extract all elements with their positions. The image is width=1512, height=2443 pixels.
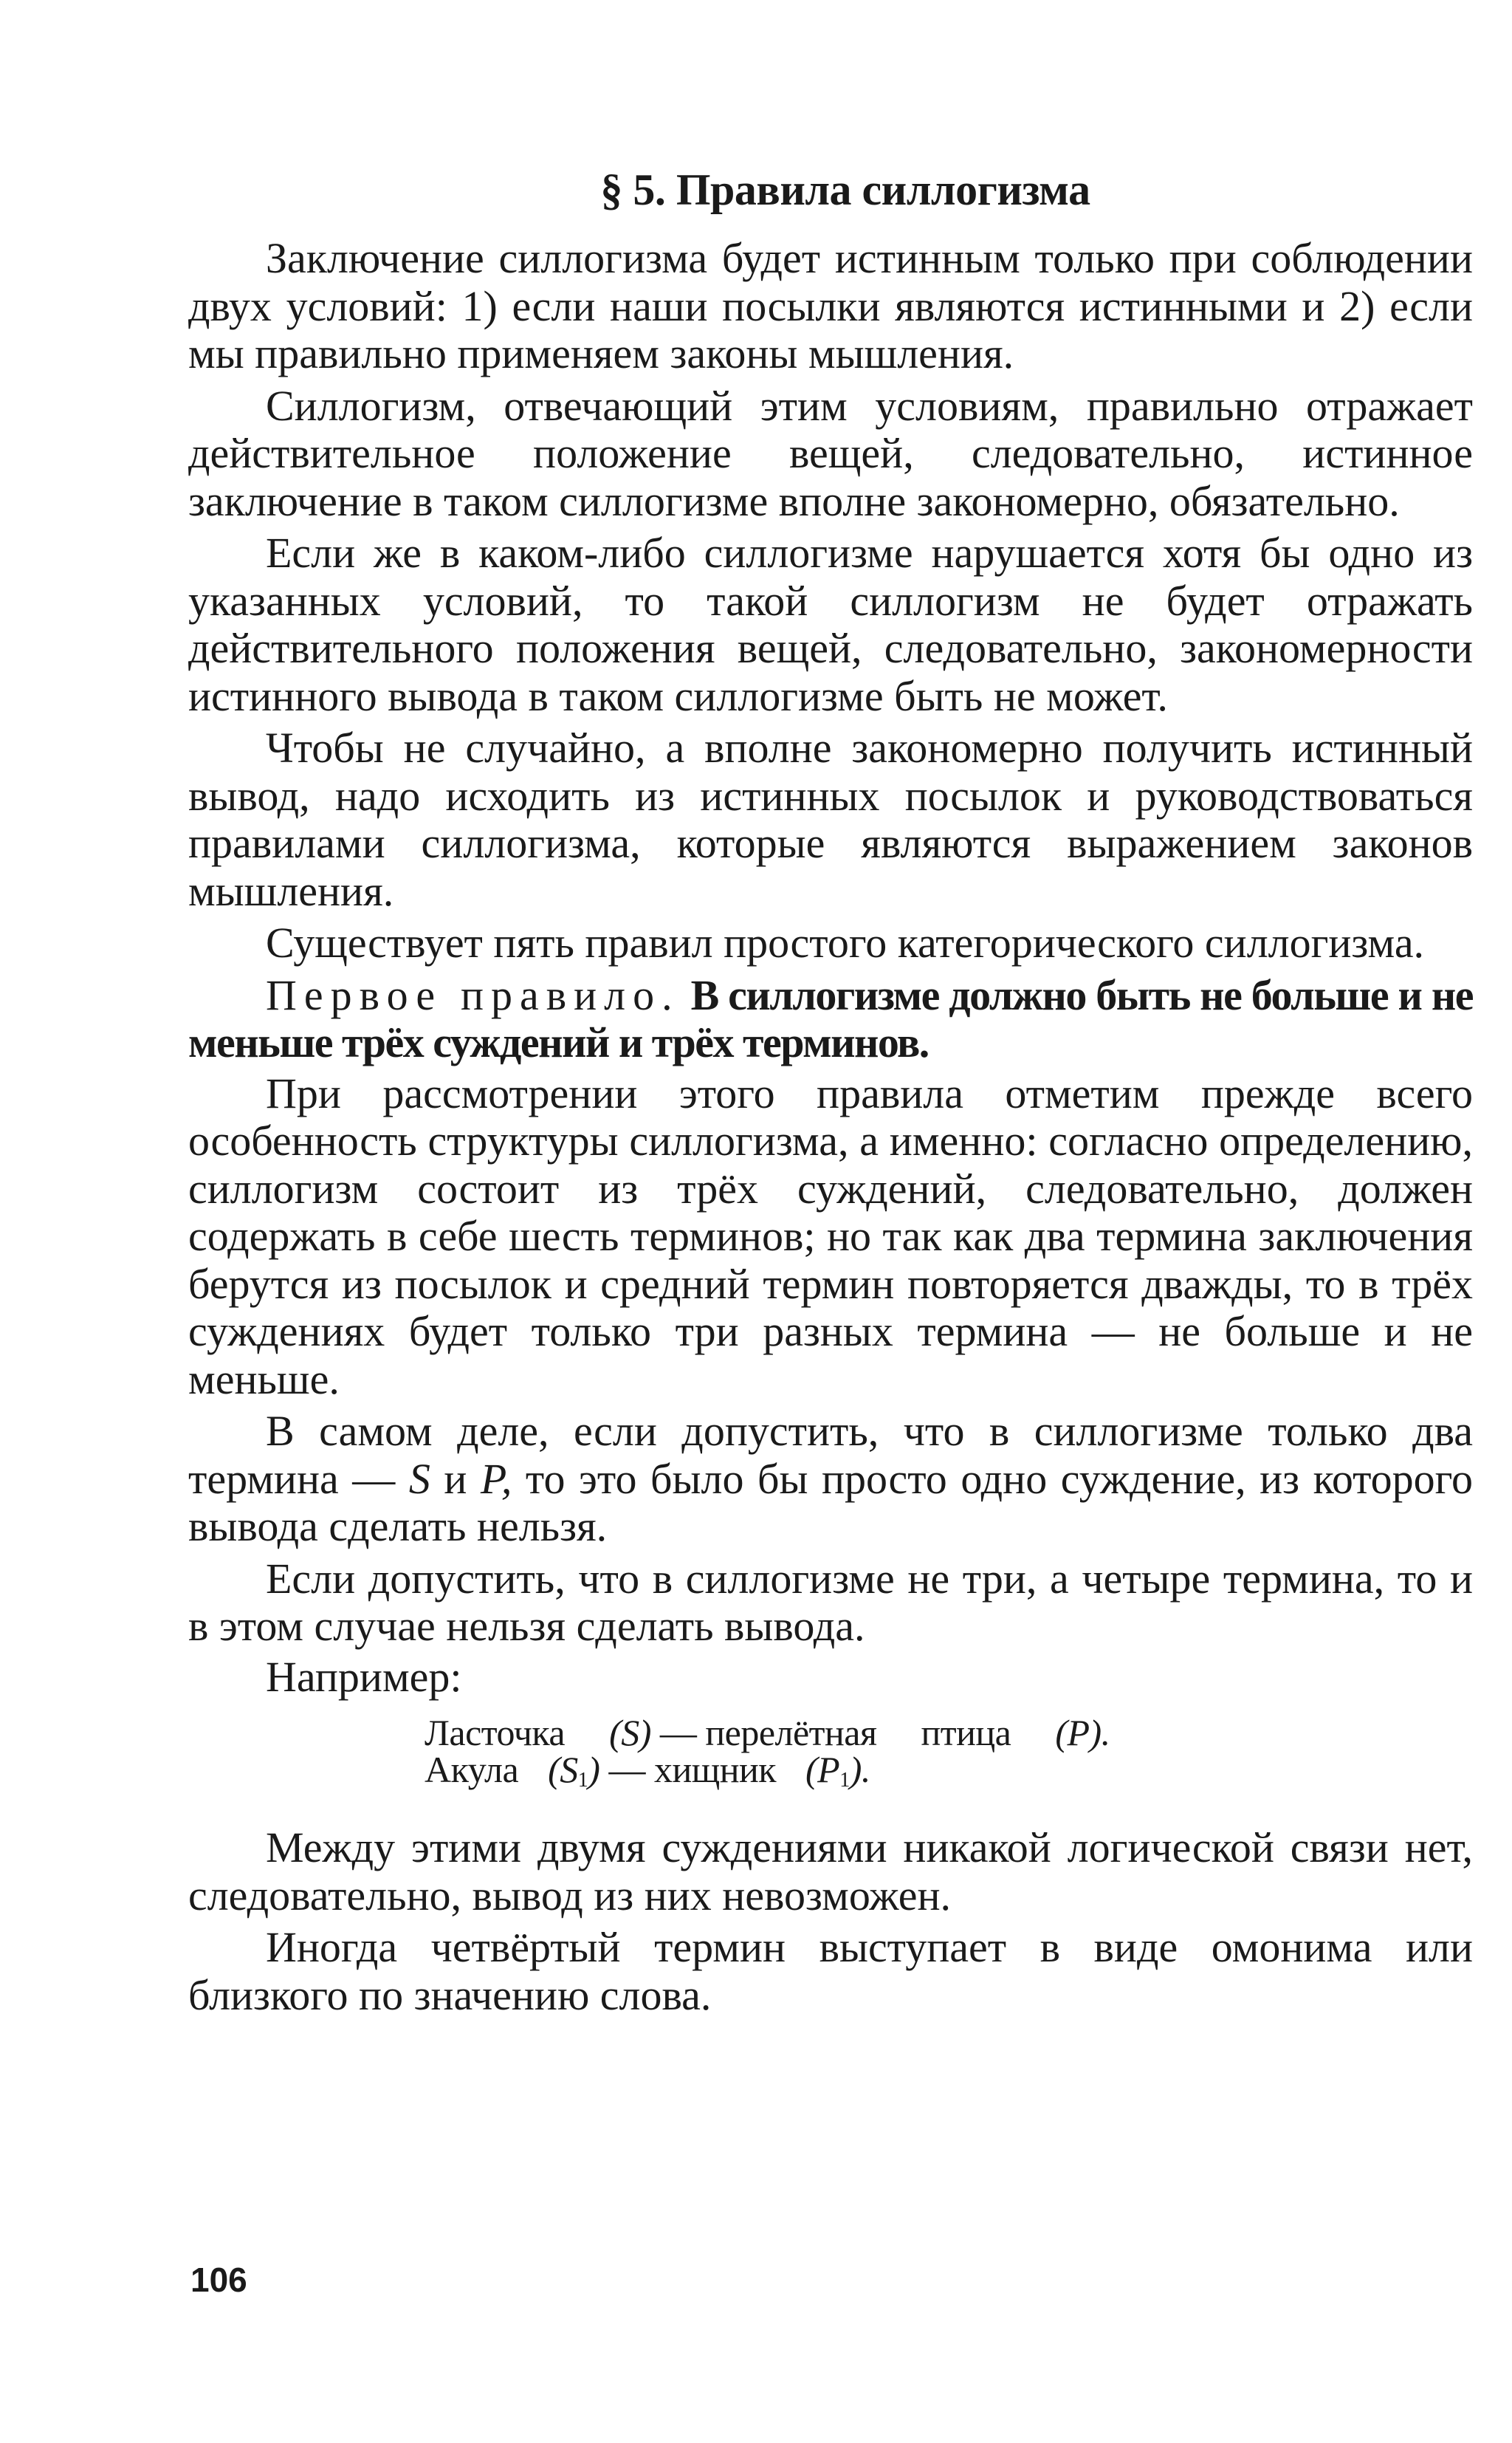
first-rule-label: Первое правило. [266, 970, 680, 1019]
example-predicate-migratory: — перелётная [659, 1712, 877, 1753]
example-predicate-predator: — хищник [608, 1749, 777, 1790]
paragraph-example-intro: Например: [266, 1652, 462, 1701]
paragraph-9: Если допустить, что в силлогизме не три, а четыре термина, то и в этом случае нельзя сделать вывода. [188, 1554, 1473, 1650]
example-symbol-p: (P). [1055, 1712, 1110, 1753]
paragraph-2: Силлогизм, отвечающий этим условиям, правильно отражает действительное положение вещей, следовательно, истинное заключение в таком силлогизме вполне закономерно, обязательно. [188, 381, 1473, 525]
section-heading: § 5. Правила силлогизма [600, 165, 1090, 214]
paragraph-3: Если же в каком-либо силлогизме нарушается хотя бы одно из указанных условий, то такой силлогизм не будет отражать действительного положения вещей, следовательно, закономерности истинного вывода в таком силлогизме быть не может. [188, 529, 1473, 720]
example-line-2 [425, 1751, 1473, 1799]
paragraph-11: Между этими двумя суждениями никакой логической связи нет, следовательно, вывод из них невозможен. [188, 1823, 1473, 1919]
example-symbol-s: (S) [609, 1712, 651, 1753]
page-number: 106 [190, 2261, 247, 2299]
first-rule-statement: В силлогизме должно быть не больше и не меньше трёх суждений и трёх терминов. [188, 970, 1474, 1066]
example-symbol-s1: $(S_1)$ [548, 1749, 600, 1792]
paragraph-4: Чтобы не случайно, а вполне закономерно получить истинный вывод, надо исходить из истинных посылок и руководствоваться правилами силлогизма, которые являются выражением законов мышления. [188, 724, 1473, 915]
paragraph-8-part-b: то это было бы просто одно суждение, из которого вывода сделать нельзя. [188, 1454, 1473, 1550]
paragraph-first-rule [188, 972, 1473, 1067]
paragraph-5: Существует пять правил простого категорического силлогизма. [266, 919, 1425, 967]
example-word-bird: птица [921, 1712, 1011, 1753]
example-line-1 [425, 1714, 1473, 1751]
term-p: P, [480, 1454, 512, 1503]
page-text [188, 157, 1473, 2024]
paragraph-12: Иногда четвёртый термин выступает в виде омонима или близкого по значению слова. [188, 1923, 1473, 2019]
paragraph-8 [188, 1408, 1473, 1551]
conjunction-and: и [444, 1454, 467, 1503]
example-word-shark: Акула [425, 1749, 519, 1790]
paragraph-1: Заключение силлогизма будет истинным только при соблюдении двух условий: 1) если наши посылки являются истинными и 2) если мы правильно применяем законы мышления. [188, 234, 1473, 377]
example-symbol-p1: $(P_1)$. [805, 1749, 870, 1792]
example-syllogism [188, 1714, 1473, 1799]
paragraph-8-part-a: В самом деле, если допустить, что в силлогизме только два термина — [188, 1407, 1473, 1503]
term-s: S [408, 1454, 430, 1503]
example-word-swallow: Ласточка [425, 1712, 566, 1753]
paragraph-7: При рассмотрении этого правила отметим прежде всего особенность структуры силлогизма, а именно: согласно определению, силлогизм состоит из трёх суждений, следовательно, должен содержать в себе шесть терминов; но так как два термина заключения берутся из посылок и средний термин повторяется дважды, то в трёх суждениях будет только три разных термина — не больше и не меньше. [188, 1069, 1473, 1403]
